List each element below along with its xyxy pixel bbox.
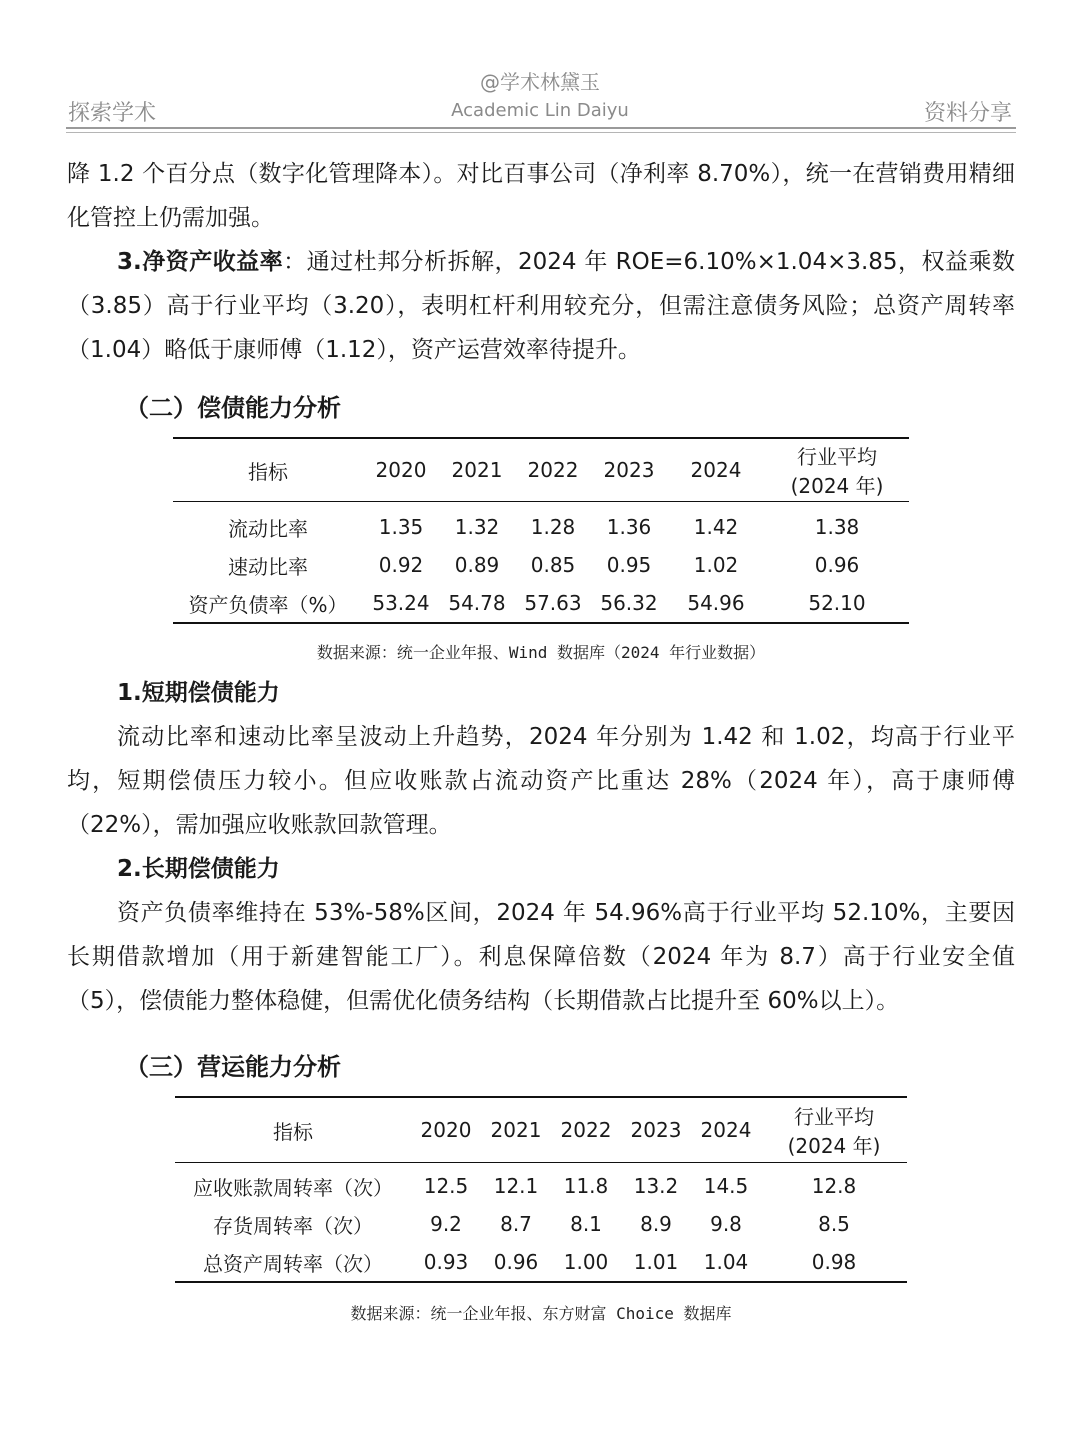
- table-cell: 12.5: [423, 1174, 469, 1198]
- table-cell: 1.42: [693, 515, 739, 539]
- col-header: 2022: [515, 438, 591, 502]
- table-cell: 54.78: [448, 591, 506, 615]
- col-header: 2020: [411, 1097, 481, 1163]
- col-header: 2022: [551, 1097, 621, 1163]
- table-row: [173, 584, 909, 623]
- table-cell: 1.35: [378, 515, 424, 539]
- col-header: 2020: [363, 438, 439, 502]
- paragraph-roe: [67, 240, 1015, 372]
- watermark: @学术林黛玉: [480, 70, 600, 94]
- row-label: 应收账款周转率（次）: [193, 1175, 393, 1200]
- header-left: 探索学术: [68, 101, 157, 126]
- table-cell: 11.8: [563, 1174, 609, 1198]
- industry-avg-year: (2024 年): [787, 1134, 881, 1158]
- header-right: 资料分享: [923, 101, 1012, 126]
- table-cell: 1.02: [693, 553, 739, 577]
- header-rule: [66, 127, 1016, 129]
- table-header-row: [175, 1097, 907, 1163]
- table-cell: 8.5: [818, 1212, 850, 1236]
- table-row: [175, 1205, 907, 1243]
- col-header: 指标: [175, 1097, 411, 1163]
- table-cell: 53.24: [372, 591, 430, 615]
- section-title-operation: （三）营运能力分析: [125, 1053, 341, 1081]
- table-cell: 0.98: [811, 1250, 857, 1274]
- table-cell: 1.28: [530, 515, 576, 539]
- table-cell: 9.8: [710, 1212, 742, 1236]
- table-cell: 1.04: [703, 1250, 749, 1274]
- header-rule-thin: [66, 132, 1016, 133]
- table-header-row: [173, 438, 909, 502]
- table-cell: 0.96: [493, 1250, 539, 1274]
- paragraph-1: 降 1.2 个百分点（数字化管理降本）。对比百事公司（净利率 8.70%），统一在营销费用精细化管控上仍需加强。: [67, 161, 1015, 231]
- table-cell: 9.2: [430, 1212, 462, 1236]
- page-content: [67, 152, 1015, 1324]
- col-header: 2023: [621, 1097, 691, 1163]
- table-cell: 0.95: [606, 553, 652, 577]
- table-row: [175, 1243, 907, 1282]
- col-header-industry: [761, 1097, 907, 1163]
- industry-avg-label: 行业平均: [794, 1105, 874, 1129]
- table-cell: 0.89: [454, 553, 500, 577]
- table-cell: 0.85: [530, 553, 576, 577]
- table-cell: 0.96: [814, 553, 860, 577]
- table-row: [173, 546, 909, 584]
- table-cell: 1.01: [633, 1250, 679, 1274]
- section-title-solvency: （二）偿债能力分析: [125, 394, 341, 422]
- table-row: [173, 502, 909, 547]
- table-cell: 13.2: [633, 1174, 679, 1198]
- table-cell: 1.38: [814, 515, 860, 539]
- col-header: 2024: [667, 438, 765, 502]
- table-cell: 1.00: [563, 1250, 609, 1274]
- table-cell: 12.1: [493, 1174, 539, 1198]
- col-header: 2024: [691, 1097, 761, 1163]
- subsection-short-term: 1.短期偿债能力: [117, 680, 280, 706]
- industry-avg-year: (2024 年): [790, 474, 884, 498]
- table2-source: 数据来源：统一企业年报、东方财富 Choice 数据库: [350, 1304, 732, 1323]
- table-cell: 1.36: [606, 515, 652, 539]
- table-cell: 57.63: [524, 591, 582, 615]
- paragraph-short-term: 流动比率和速动比率呈波动上升趋势，2024 年分别为 1.42 和 1.02，均高于行业平均，短期偿债压力较小。但应收账款占流动资产比重达 28%（2024 年），高于康师傅（22%），需加强应收账款回款管理。: [67, 724, 1015, 838]
- roe-label: 3.净资产收益率: [117, 249, 284, 275]
- row-label: 资产负债率（%）: [188, 592, 348, 617]
- subsection-long-term: 2.长期偿债能力: [117, 856, 280, 882]
- header-center: Academic Lin Daiyu: [451, 100, 629, 121]
- industry-avg-label: 行业平均: [797, 445, 877, 469]
- row-label: 流动比率: [228, 516, 308, 541]
- table-cell: 12.8: [811, 1174, 857, 1198]
- table-cell: 56.32: [600, 591, 658, 615]
- col-header: 指标: [173, 438, 363, 502]
- row-label: 速动比率: [228, 554, 308, 579]
- col-header: 2023: [591, 438, 667, 502]
- table-cell: 0.93: [423, 1250, 469, 1274]
- solvency-table: [173, 437, 909, 624]
- table-cell: 8.9: [640, 1212, 672, 1236]
- table-cell: 8.1: [570, 1212, 602, 1236]
- table-row: [175, 1163, 907, 1206]
- table-cell: 0.92: [378, 553, 424, 577]
- table-cell: 8.7: [500, 1212, 532, 1236]
- paragraph-long-term: 资产负债率维持在 53%-58%区间，2024 年 54.96%高于行业平均 52.10%，主要因长期借款增加（用于新建智能工厂）。利息保障倍数（2024 年为 8.7）高于行业安全值（5），偿债能力整体稳健，但需优化债务结构（长期借款占比提升至 60%以上）。: [67, 900, 1015, 1014]
- table-cell: 54.96: [687, 591, 745, 615]
- row-label: 存货周转率（次）: [213, 1213, 373, 1238]
- table-cell: 1.32: [454, 515, 500, 539]
- col-header: 2021: [439, 438, 515, 502]
- table1-source: 数据来源：统一企业年报、Wind 数据库（2024 年行业数据）: [316, 643, 766, 662]
- table-cell: 52.10: [808, 591, 866, 615]
- table-cell: 14.5: [703, 1174, 749, 1198]
- row-label: 总资产周转率（次）: [203, 1251, 383, 1276]
- col-header-industry: [765, 438, 909, 502]
- col-header: 2021: [481, 1097, 551, 1163]
- roe-text: ：通过杜邦分析拆解，2024 年 ROE=6.10%×1.04×3.85，权益乘数（3.85）高于行业平均（3.20），表明杠杆利用较充分，但需注意债务风险；总资产周转率（1.04）略低于康师傅（1.12），资产运营效率待提升。: [67, 249, 1015, 363]
- operation-table: [175, 1096, 907, 1283]
